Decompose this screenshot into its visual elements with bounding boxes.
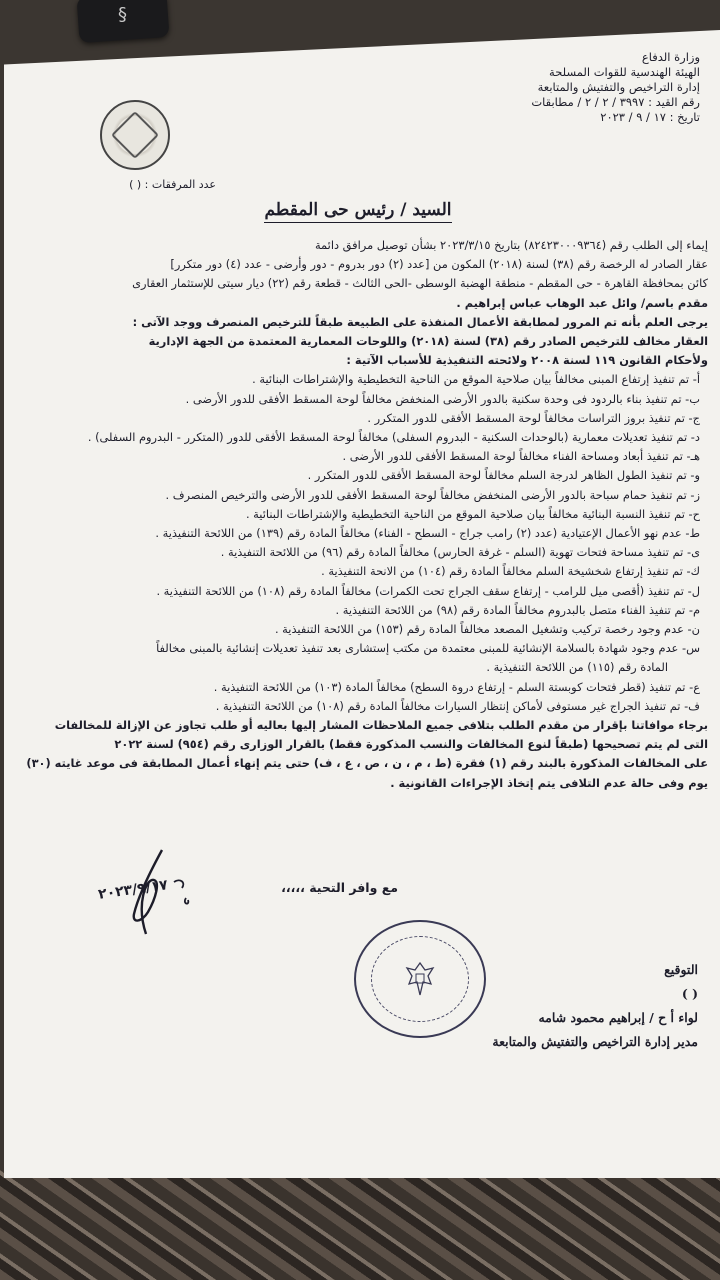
- letter-body: [18, 236, 708, 793]
- body-line: العقار مخالف للترخيص الصادر رقم (٣٨) لسنة (٢٠١٨) واللوحات المعمارية المعتمدة من الجهة الإدارية: [148, 334, 708, 349]
- signature-bracket: ( ): [681, 986, 698, 1001]
- violation-item: س- عدم وجود شهادة بالسلامة الإنشائية للمبنى معتمدة من مكتب إستشارى بعد تنفيذ تعديلات إنشائية بالمبنى مخالفاً: [156, 641, 700, 656]
- document-date: تاريخ : ١٧ / ٩ / ٢٠٢٣: [600, 110, 700, 124]
- violation-item: ج- تم تنفيذ بروز التراسات مخالفاً لوحة المسقط الأفقى للدور المتكرر .: [367, 410, 700, 425]
- request-paragraph: على المخالفات المذكورة بالبند رقم (١) فقرة (ط ، م ، ن ، ص ، ع ، ف) حتى يتم إنهاء أعمال المطابقة فى موعد غايته (٣٠): [26, 756, 708, 771]
- violation-item: ط- عدم نهو الأعمال الإعتيادية (عدد (٢) رامب جراج - السطح - الفناء) مخالفاً المادة رقم (١٣٩) من اللائحة التنفيذية .: [155, 526, 700, 541]
- body-line: يرجى العلم بأنه تم المرور لمطابقة الأعمال المنفذة على الطبيعة طبقاً للترخيص المنصرف ووجد الآتى :: [132, 314, 708, 329]
- violation-item: د- تم تنفيذ تعديلات معمارية (بالوحدات السكنية - البدروم السفلى) مخالفاً لوحة المسقط الأفقى للدور (المتكرر - البدروم السفلى) .: [87, 430, 700, 445]
- reference-number: رقم القيد : ٣٩٩٧ / ٢ / ٢ / مطابقات: [531, 95, 700, 109]
- body-line: ولأحكام القانون ١١٩ لسنة ٢٠٠٨ ولائحته التنفيذية للأسباب الآتية :: [346, 353, 708, 368]
- addressee-title-text: السيد / رئيس حى المقطم: [264, 200, 451, 223]
- violation-item: و- تم تنفيذ الطول الظاهر لدرجة السلم مخالفاً لوحة المسقط الأفقى للدور المتكرر .: [307, 468, 700, 483]
- violation-item: ك- تم تنفيذ إرتفاع شخشيخة السلم مخالفاً المادة رقم (١٠٤) من الانحة التنفيذية .: [321, 564, 700, 579]
- violation-item: ى- تم تنفيذ مساحة فتحات تهوية (السلم - غرفة الحارس) مخالفاً المادة رقم (٩٦) من اللائحة التنفيذية .: [220, 545, 700, 560]
- request-paragraph: التى لم يتم تصحيحها (طبقاً لنوع المخالفات والنسب المذكورة فقط) بالقرار الوزارى رقم (٩٥٤) لسنة ٢٠٢٢: [114, 737, 708, 752]
- violation-item: هـ- تم تنفيذ أبعاد ومساحة الفناء مخالفاً لوحة المسقط الأفقى للدور الأرضى .: [342, 449, 700, 464]
- violation-item: ن- عدم وجود رخصة تركيب وتشغيل المصعد مخالفاً المادة رقم (١٥٣) من اللائحة التنفيذية .: [274, 622, 700, 637]
- request-paragraph: برجاء موافاتنا بإقرار من مقدم الطلب بتلافى جميع الملاحظات المشار إليها بعاليه أو طلب تجاوز عن الإزالة للمخالفات: [54, 718, 708, 733]
- handwritten-date: ٢٠٢٣/٩/١٧: [97, 877, 169, 903]
- department-name: إدارة التراخيص والتفتيش والمتابعة: [537, 80, 700, 94]
- letterhead: [500, 50, 700, 125]
- signer-position: مدير إدارة التراخيص والتفتيش والمتابعة: [492, 1034, 698, 1049]
- violation-item: م- تم تنفيذ الفناء متصل بالبدروم مخالفاً المادة رقم (٩٨) من اللائحة التنفيذية .: [335, 602, 700, 617]
- attachments-count: عدد المرفقات : ( ): [129, 178, 216, 191]
- authority-name: الهيئة الهندسية للقوات المسلحة: [549, 65, 700, 79]
- body-line: مقدم باسم/ وائل عبد الوهاب عباس إبراهيم .: [456, 295, 708, 310]
- violation-item: ل- تم تنفيذ (أقصى ميل للرامب - إرتفاع سقف الجراج تحت الكمرات) مخالفاً المادة رقم (١٠٨) من اللائحة التنفيذية .: [156, 583, 700, 598]
- violation-item: ع- تم تنفيذ (قطر فتحات كوبستة السلم - إرتفاع دروة السطح) مخالفاً المادة (١٠٣) من اللائحة التنفيذية .: [213, 679, 700, 694]
- carpet-background: [0, 1170, 720, 1280]
- body-line: إيماء إلى الطلب رقم (٨٢٤٢٣٠٠٠٩٣٦٤) بتاريخ ٢٠٢٣/٣/١٥ بشأن توصيل مرافق دائمة: [314, 238, 708, 252]
- violation-item: ف- تم تنفيذ الجراج غير مستوفى لأماكن إنتظار السيارات مخالفاً المادة رقم (١٠٨) من اللائحة التنفيذية .: [215, 698, 700, 713]
- violation-item: المادة رقم (١١٥) من اللائحة التنفيذية .: [486, 660, 668, 675]
- signer-name: لواء أ ح / إبراهيم محمود شامه: [538, 1010, 698, 1025]
- violation-item: ب- تم تنفيذ بناء بالردود فى وحدة سكنية بالدور الأرضى المنخفض مخالفاً لوحة المسقط الأفقى للدور الأرضى .: [185, 391, 700, 406]
- violation-item: ز- تم تنفيذ حمام سباحة بالدور الأرضى المنخفض مخالفاً لوحة المسقط الأفقى للدور الأرضى والترخيص المنصرف .: [165, 487, 700, 502]
- violation-item: ح- تم تنفيذ النسبة البنائية مخالفاً بيان صلاحية الموقع من الناحية التخطيطية والإشتراطات البنائية .: [245, 506, 700, 521]
- addressee-title: [0, 200, 716, 220]
- violation-item: أ- تم تنفيذ إرتفاع المبنى مخالفاً بيان صلاحية الموقع من الناحية التخطيطية والإشتراطات البنائية .: [252, 372, 700, 387]
- phone-logo-icon: §: [118, 4, 127, 25]
- closing-salutation: مع وافر التحية ،،،،،: [281, 880, 398, 895]
- signature-block: [378, 958, 698, 1054]
- body-line: كائن بمحافظة القاهرة - حى المقطم - منطقة الهضبة الوسطى -الحى الثالث - قطعة رقم (٢٢) ديار سيتى للإستثمار العقارى: [132, 276, 708, 291]
- request-paragraph: يوم وفى حالة عدم التلافى يتم إتخاذ الإجراءات القانونية .: [390, 775, 708, 790]
- authority-emblem-icon: [100, 100, 170, 170]
- body-line: عقار الصادر له الرخصة رقم (٣٨) لسنة (٢٠١٨) المكون من [عدد (٢) دور بدروم - دور وأرضى - عدد (٤) دور متكرر]: [170, 257, 708, 272]
- signature-label: التوقيع: [664, 962, 698, 977]
- ministry-name: وزارة الدفاع: [641, 50, 700, 64]
